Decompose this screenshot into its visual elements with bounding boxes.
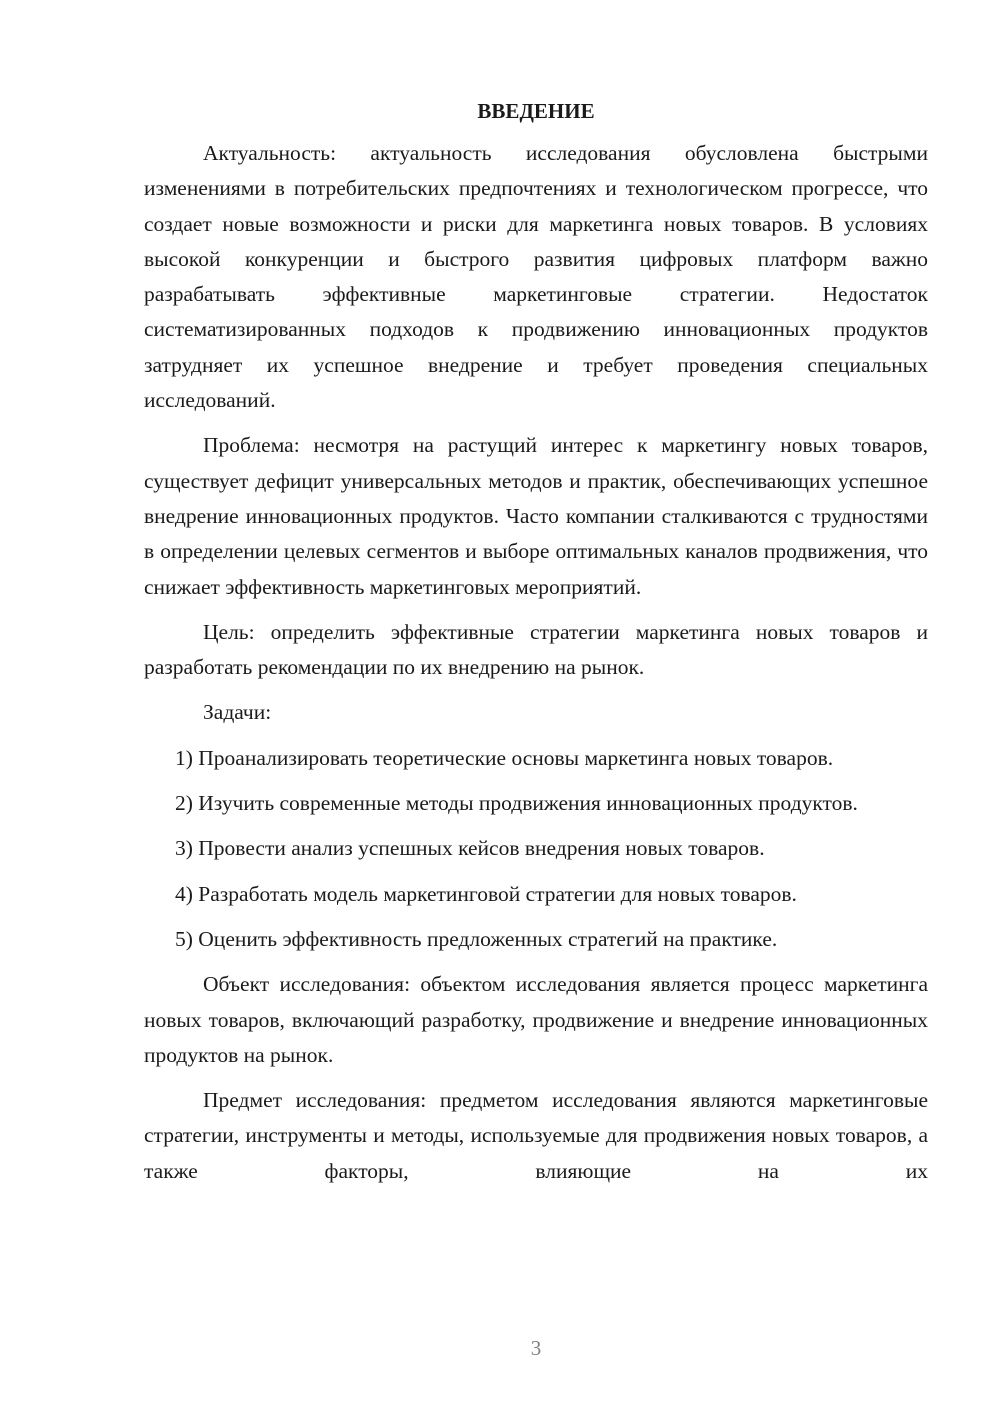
task-item: 5) Оценить эффективность предложенных стратегий на практике. <box>175 926 778 951</box>
task-item: 4) Разработать модель маркетинговой стратегии для новых товаров. <box>175 881 797 906</box>
task-item: 3) Провести анализ успешных кейсов внедрения новых товаров. <box>175 836 765 861</box>
task-item: 2) Изучить современные методы продвижения инновационных продуктов. <box>175 791 858 816</box>
task-item: 1) Проанализировать теоретические основы маркетинга новых товаров. <box>175 745 834 770</box>
paragraph-relevance: Актуальность: актуальность исследования обусловлена быстрыми изменениями в потребительских предпочтениях и технологическом прогрессе, что создает новые возможности и риски для маркетинга новых товаров. В условиях высокой конкуренции и быстрого развития цифровых платформ важно разрабатывать эффективные маркетинговые стратегии. Недостаток систематизированных подходов к продвижению инновационных продуктов затрудняет их успешное внедрение и требует проведения специальных исследований. <box>144 141 928 413</box>
page-title: ВВЕДЕНИЕ <box>477 99 595 123</box>
paragraph-problem: Проблема: несмотря на растущий интерес к маркетингу новых товаров, существует дефицит универсальных методов и практик, обеспечивающих успешное внедрение инновационных продуктов. Часто компании сталкиваются с трудностями в определении целевых сегментов и выборе оптимальных каналов продвижения, что снижает эффективность маркетинговых мероприятий. <box>144 433 928 599</box>
tasks-list <box>144 741 928 957</box>
page-number: 3 <box>530 1336 542 1360</box>
paragraph-object: Объект исследования: объектом исследования является процесс маркетинга новых товаров, включающий разработку, продвижение и внедрение инновационных продуктов на рынок. <box>144 972 928 1067</box>
tasks-heading: Задачи: <box>203 700 272 725</box>
page-content <box>144 96 928 1199</box>
paragraph-subject: Предмет исследования: предметом исследования являются маркетинговые стратегии, инструменты и методы, используемые для продвижения новых товаров, а также факторы, влияющие на их <box>144 1088 928 1183</box>
paragraph-goal: Цель: определить эффективные стратегии маркетинга новых товаров и разработать рекомендации по их внедрению на рынок. <box>144 619 928 680</box>
